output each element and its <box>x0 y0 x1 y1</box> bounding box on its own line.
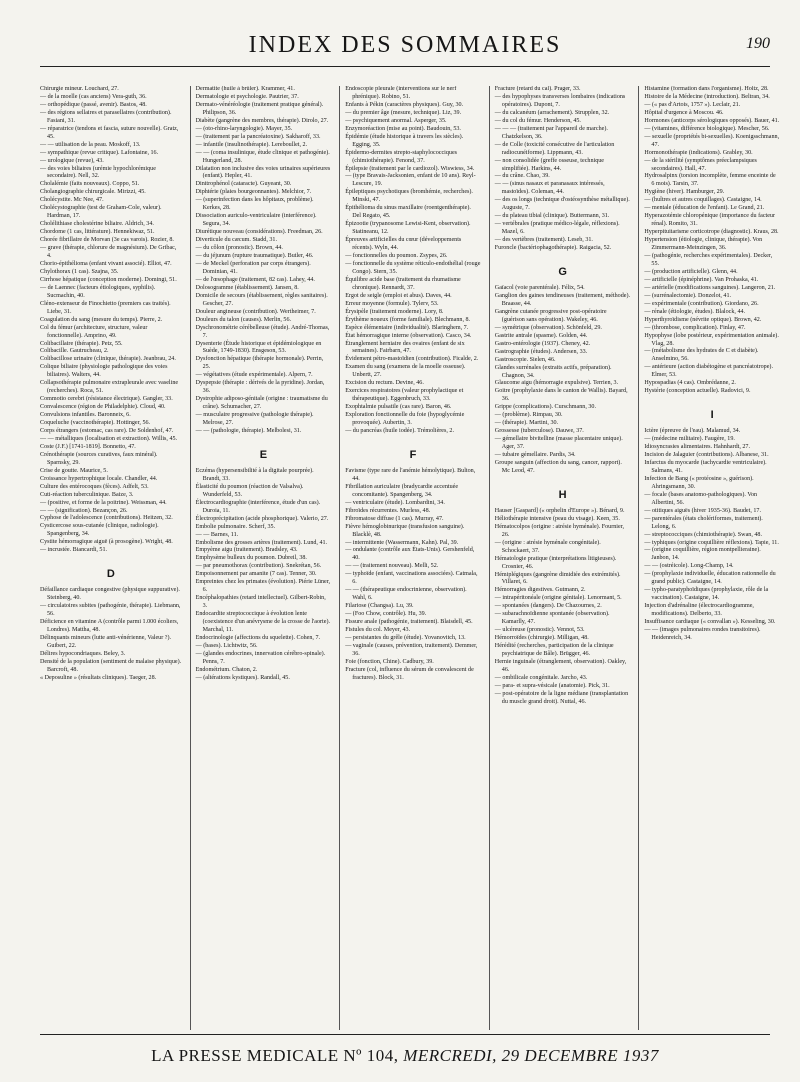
index-entry: Diverticule du cæcum. Stadd, 31. <box>195 237 277 244</box>
index-entry: Injection d'adrénaline (électrocardiogramme, modifications). Delberto, 33. <box>644 603 754 618</box>
index-entry: — du crâne. Chao, 39. <box>494 173 550 180</box>
index-entry: Cléno-extenseur de Finochietto (premiers cas traités). Liebe, 31. <box>40 300 171 315</box>
index-entry: Cystite hémorragique aiguë (à prosogène). Wright, 48. <box>40 539 173 546</box>
index-entry: Délinquants mineurs (lutte anti-vénérienne, Valeur ?). Guibert, 22. <box>40 634 172 649</box>
index-entry: « Deposuline » (résultats cliniques). Taeger, 28. <box>40 674 157 681</box>
index-entry: Hernie inguinale (étranglement, observation). Oakley, 46. <box>494 659 627 673</box>
index-entry: — du pancréas (huile iodée). Trémolières, 2. <box>345 427 454 434</box>
index-entry: Épidémie (étude historique à travers les siècles). Egging, 35. <box>345 133 464 148</box>
index-entry: Dysfonction hépatique (thérapie hormonale). Perrin, 25. <box>195 356 324 371</box>
index-entry: Empyème aigu (traitement). Bradsley, 43. <box>195 547 298 554</box>
index-entry: Gaïacol (voie parentérale). Félix, 54. <box>494 285 585 292</box>
index-entry: — incrustée. Biancardi, 51. <box>40 547 108 554</box>
index-entry: — (glandes endocrines, innervation cérébro-spinale). Penns, 7. <box>195 650 326 665</box>
index-entry: — ventriculaire (étude). Lombardini, 34. <box>345 499 445 506</box>
index-entry: — urologique (revue), 43. <box>40 157 104 164</box>
section-letter: I <box>710 409 714 422</box>
index-entry: Gastroscopie. Sielen, 46. <box>494 356 556 363</box>
index-entry: Cholalémie (faits nouveaux). Coppo, 51. <box>40 181 140 188</box>
index-entry: Diurétique nouveau (considérations). Freedman, 26. <box>195 229 323 236</box>
index-entry: Hormonothérapie (indications). Grabley, 30. <box>644 149 753 156</box>
index-entry: — des os longs (technique d'ostéosynthèse métallique). Auguste, 7. <box>494 197 630 212</box>
index-entry: Hématologie pratique (interprétations litigieuses). Crosnier, 46. <box>494 555 617 570</box>
index-entry: — du côlon (pronostic). Brown, 44. <box>195 245 283 252</box>
index-entry: Encéphalopathies (retard intellectuel). Gilbert-Robin, 3. <box>195 595 326 610</box>
index-entry: — rénale (étiologie, études). Blalock, 44. <box>644 308 746 315</box>
index-entry: — mentale (éducation de l'enfant). Le Grand, 21. <box>644 205 765 212</box>
page-number: 190 <box>746 35 770 52</box>
index-entry: Douleurs du talon (causes). Merlin, 56. <box>195 316 292 323</box>
index-entry: — non consolidée (greffe osseuse, technique simplifiée). Harkins, 44. <box>494 157 604 172</box>
index-entry: Fibroïdes récurrentes. Murless, 48. <box>345 507 431 514</box>
index-entry: Collapsothérapie pulmonaire extrapleurale avec vaseline (recherches). Roca, 51. <box>40 380 179 395</box>
index-entry: — gémellaire bivitelline (masse placentaire unique). Ager, 37. <box>494 436 623 451</box>
index-entry: — (superinfection dans les hôpitaux, problème). Kerkes, 28. <box>195 197 314 212</box>
index-column-4 <box>489 86 631 1030</box>
index-entry: Héliothérapie intensive (peau du visage). Keen, 35. <box>494 515 620 522</box>
index-entry: — du col du fémur. Henderson, 45. <box>494 117 581 124</box>
index-entry: — intrapéritonéale (origine génitale). Lenormant, 5. <box>494 595 622 602</box>
index-entry: — de l'œsophage (traitement, 82 cas). Lahey, 44. <box>195 276 315 283</box>
index-entry: — des hypophyses transverses lombaires (indications opératoires). Dupont, 7. <box>494 93 626 108</box>
index-entry: — tubaire gémellaire. Pardis, 34. <box>494 452 576 459</box>
index-entry: — (prophylaxie individuelle, éducation rationnelle du grand public). Castaigne, 14. <box>644 571 776 586</box>
index-entry: Infarctus du myocarde (tachycardie ventriculaire). Salmans, 41. <box>644 459 767 474</box>
index-entry: Hyperazotémie chloropénique (importance du facteur rénal). Romito, 31. <box>644 213 776 228</box>
index-entry: Hauser [Gaspard] (« orphelin d'Europe »). Bénard, 9. <box>494 507 625 514</box>
index-entry: — fonctionnelles du poumon. Zsypes, 26. <box>345 253 448 260</box>
index-entry: — focale (bases anatomo-pathologiques). Von Albertini, 56. <box>644 491 758 506</box>
index-entry: Hydrosalpinx (torsion incomplète, femme enceinte de 6 mois). Tarsin, 37. <box>644 173 776 188</box>
index-entry: — — utilisation de la peau. Moskoff, 13. <box>40 141 141 148</box>
index-entry: Dissociation auriculo-ventriculaire (interférence). Segura, 34. <box>195 213 317 228</box>
index-entry: — typhoïde (enfant, vaccinations associées). Catmala, 6. <box>345 571 478 586</box>
index-entry: Fissure anale (pathogénie, traitement). Blaisdell, 45. <box>345 619 473 626</box>
index-entry: Équilibre acide base (traitement du rhumatisme chronique). Rennardt, 37. <box>345 276 461 291</box>
index-entry: — des régions sellaires et parasellaires (contribution). Fasiani, 31. <box>40 109 172 124</box>
index-entry: Cirrhose hépatique (conception moderne). Domingi, 51. <box>40 276 177 283</box>
index-entry: — typho-paratyphoïdiques (prophylaxie, rôle de la vaccination). Castaigne, 14. <box>644 587 769 602</box>
index-entry: Cholécystographie (test de Graham-Cole, valeur). Hardman, 17. <box>40 205 162 220</box>
index-entry: Hypophyse (lobe postérieur, expérimentation animale). Vlag, 28. <box>644 332 779 347</box>
index-entry: — expérimentale (contribution). Giordano, 26. <box>644 300 759 307</box>
index-entry: Chorio-épithélioma (enfant vivant associé). Elliot, 47. <box>40 260 172 267</box>
index-entry: — vertébrales (pratique médico-légale, réflexions). Mazel, 6. <box>494 221 620 236</box>
index-entry: — subarachnoïdienne spontanée (observation). Kamarlly, 47. <box>494 611 610 626</box>
section-letter: F <box>409 448 417 461</box>
index-entry: Eczéma (hypersensibilité à la digitale pourprée). Brandt, 33. <box>195 467 314 482</box>
index-entry: — — (coma insulinique, étude clinique et pathogénie). Hungerland, 28. <box>195 149 330 164</box>
index-entry: — (thrombose, complication). Finlay, 47. <box>644 324 746 331</box>
index-entry: Épidermo-dermites strepto-staphylococciques (chimiothérapie). Fenond, 37. <box>345 149 458 164</box>
section-letter: D <box>106 568 115 581</box>
index-entry: Groupe sanguin (affection du sang, cancer, rapport). Mc Leod, 47. <box>494 459 622 474</box>
index-entry: État hémorragique interne (observation). Casco, 34. <box>345 332 472 339</box>
index-entry: — de Meckel (perforation par corps étrangers). Dominian, 41. <box>195 260 311 275</box>
index-entry: Empreintes chez les primates (évolution). Piérie Lüner, 6. <box>195 579 331 594</box>
index-entry: Dyschronométrie cérébelleuse (étude). André-Thomas, 7. <box>195 324 330 339</box>
index-entry: Grippe (complications). Curschmann, 30. <box>494 404 596 411</box>
index-entry: Érysipèle (traitement moderne). Lory, 8. <box>345 308 444 315</box>
index-entry: Incision de Jalaguier (contributions). Albanese, 31. <box>644 452 769 459</box>
index-entry: Ictère (épreuve de l'eau). Malamud, 34. <box>644 428 741 435</box>
index-entry: — circulatoires subites (pathogénie, thérapie). Liebmann, 56. <box>40 603 181 618</box>
index-entry: Colibacillose urinaire (clinique, thérapie). Jeanbrau, 24. <box>40 356 176 363</box>
index-entry: — sympathique (revue critique). Lafontaine, 16. <box>40 149 159 156</box>
index-entry: Douleur angineuse (contribution). Wertheimer, 7. <box>195 308 316 315</box>
index-entry: Colique biliaire (physiologie pathologique des voies biliaires). Walters, 44. <box>40 364 168 379</box>
index-entry: Exophtalmie pulsatile (cas rare). Baron, 46. <box>345 404 452 411</box>
index-entry: Histoire de la Médecine (introduction). Beltran, 34. <box>644 93 770 100</box>
index-entry: — ondulante (contrôle aux États-Unis). Gershenfeld, 40. <box>345 547 475 562</box>
index-entry: Chorée fibrillaire de Morvan (3e cas varois). Rozier, 8. <box>40 237 174 244</box>
index-columns <box>40 86 780 1030</box>
index-entry: — (altérations kystiques). Randall, 45. <box>195 674 290 681</box>
index-entry: — antérieure (action diabétogène et pancréatotrope). Elmer, 53. <box>644 364 773 379</box>
index-entry: Hypospadias (4 cas). Ombrédanne, 2. <box>644 380 736 387</box>
index-entry: Cholélithiase cholestérine biliaire. Aldrich, 34. <box>40 221 154 228</box>
index-entry: — — (signification). Bezançon, 26. <box>40 507 128 514</box>
index-entry: — (thérapie). Martini, 30. <box>494 420 559 427</box>
index-entry: — de la moelle (cas anciens) Vera-guth, 36. <box>40 93 147 100</box>
index-entry: Hystérie (conception actuelle). Radovici, 9. <box>644 388 751 395</box>
index-entry: Crénothérapie (sources curatives, faux minéral). Sparnsky, 29. <box>40 451 158 466</box>
index-entry: Dystrophie adiposo-génitale (origine : traumatisme du crâne). Schumacher, 27. <box>195 396 328 411</box>
index-entry: Déficience en vitamine A (contrôle parmi 1.000 écoliers, Londres). Mattha, 48. <box>40 619 179 633</box>
index-entry: — vaginale (causes, prévention, traitement). Demmer, 36. <box>345 642 478 657</box>
index-entry: Cuti-réaction tuberculinique. Baize, 3. <box>40 491 134 498</box>
index-entry: Insuffisance cardiaque (« convallan »). Kesseling, 30. <box>644 619 776 626</box>
index-entry: Culture des entérocoques (fèces). Adfelt, 53. <box>40 483 149 490</box>
index-column-1 <box>40 86 182 1030</box>
index-entry: Favisme (type rare de l'anémie hémolytique). Bulton, 44. <box>345 467 476 482</box>
index-entry: — post-opératoire de la ligne médiane (transplantation du muscle grand droit). Nuttal, 46. <box>494 690 629 705</box>
index-entry: Furoncle (bactériophagothérapie). Raigacia, 52. <box>494 245 612 252</box>
index-entry: Fracture (col, influence du sérum de convalescent de fractures). Block, 31. <box>345 666 474 681</box>
index-entry: — du plateau tibial (clinique). Buttermann, 31. <box>494 213 610 220</box>
index-entry: — (problème). Rimpau, 30. <box>494 412 563 419</box>
index-entry: Endométrium. Chaton, 2. <box>195 666 258 673</box>
index-entry: — de Laennec (facteurs étiologiques, syphilis). Sucmachin, 40. <box>40 284 156 299</box>
section-letter: G <box>558 266 567 279</box>
index-entry: — infantile (insulinothérapie). Lereboullet, 2. <box>195 141 308 148</box>
index-entry: Épreuves artificielles du cœur (développements récents). Wyln, 44. <box>345 237 462 252</box>
index-entry: — symétrique (observation). Schönfeld, 29. <box>494 324 602 331</box>
index-entry: Hyperthyroïdisme (névrite optique). Brown, 42. <box>644 316 762 323</box>
index-entry: — parentérales (états cholériformes, traitement). Lelong, 6. <box>644 515 763 530</box>
index-entry: — — (sinus nasaux et paranasaux intéressés, mastoïdes). Coleman, 44. <box>494 181 605 196</box>
index-entry: — du premier âge (mesure, technique). Liz, 39. <box>345 109 462 116</box>
index-entry: Densité de la population (sentiment de malaise physique). Barcroft, 48. <box>40 658 182 673</box>
index-entry: Embolisme des grosses artères (traitement). Lund, 41. <box>195 539 328 546</box>
index-entry: Foie (fonction, Chine). Cadbury, 39. <box>345 658 434 665</box>
index-entry: Hygiène (hiver). Hamburger, 29. <box>644 189 725 196</box>
footer-rule <box>40 1034 770 1035</box>
index-entry: — — (ostréicole). Long-Champ, 14. <box>644 563 734 570</box>
index-entry: Hématocolpos (origine : atrésie hyménale). Fournier, 26. <box>494 523 625 538</box>
page-footer <box>40 1046 770 1066</box>
index-entry: Ganglion des gaines tendineuses (traitement, méthode). Braasse, 44. <box>494 292 631 307</box>
index-entry: Fièvre hémoglobinurique (transfusion sanguine). Blacklè, 48. <box>345 523 465 538</box>
index-entry: — — — (traitement par l'appareil de marche). Chatzkelson, 36. <box>494 125 608 140</box>
index-entry: Diabète (gangrène des membres, thérapie). Dirolo, 27. <box>195 117 329 124</box>
index-entry: Excision du rectum. Devine, 46. <box>345 380 424 387</box>
index-entry: Gangrène cutanée progressive post-opératoire (guérison sans opération). Wakeley, 46. <box>494 308 607 323</box>
journal-name: LA PRESSE MEDICALE <box>151 1046 339 1065</box>
index-entry: Commotio cerebri (résistance électrique). Gangler, 33. <box>40 396 173 403</box>
index-entry: Convalescence (région de Philadelphie). Cloud, 40. <box>40 404 166 411</box>
index-entry: — (médecine militaire). Faugère, 19. <box>644 436 735 443</box>
index-entry: — grave (thérapie, chlorure de magnésium). De Gribac, 4. <box>40 245 177 260</box>
index-entry: Élasticité du poumon (réaction de Valsalva). Wunderfeld, 53. <box>195 483 304 498</box>
index-entry: — spontanées (dangers). De Chazournes, 2. <box>494 603 602 610</box>
index-entry: — de la stérilité (symptômes préeclampsiques secondaires). Hall, 47. <box>644 157 757 172</box>
index-entry: — para- et supra-vésicale (anatomie). Pick, 31. <box>494 682 610 689</box>
issue-number: Nº 104, <box>343 1046 399 1065</box>
index-entry: Hérédité (recherches, participation de la clinique psychiatrique de Bâle). Brügger, 46. <box>494 643 614 658</box>
index-entry: — — (thérapeutique endocrinienne, observation). Wahl, 6. <box>345 587 467 602</box>
section-letter: H <box>558 488 567 501</box>
index-entry: — — métalliques (localisation et extraction). Willis, 45. <box>40 435 178 442</box>
page-header <box>40 30 770 62</box>
index-entry: Exploration fonctionnelle du foie (hypoglycémie provoquée). Aubertin, 3. <box>345 412 465 427</box>
index-entry: Dinitrophénol (cataracte). Guyeant, 30. <box>195 181 292 188</box>
index-entry: — (métabolisme des hydrates de C et diabète). Anselmino, 56. <box>644 348 759 363</box>
index-entry: Espèce élémentaire (individualité). Blaringhem, 7. <box>345 324 469 331</box>
index-entry: Hormones (anticorps sérologiques opposés). Bauer, 41. <box>644 117 780 124</box>
index-entry: — — Barnes, 11. <box>195 531 239 538</box>
index-entry: Cholécystite. Mc Nee, 47. <box>40 197 104 204</box>
index-entry: — intermittente (Wassermann, Kahn). Pal, 39. <box>345 539 459 546</box>
index-entry: Colibacillaire (thérapie). Petz, 55. <box>40 340 123 347</box>
index-entry: — ulcéreuse (pronostic). Vennot, 53. <box>494 627 585 634</box>
index-entry: Enfants à Pékin (caractères physiques). Guy, 30. <box>345 101 464 108</box>
index-entry: Épilepsie (traitement par le cardiozol). Wiswiess, 34. <box>345 165 475 172</box>
index-entry: Cysticercose sous-cutanée (clinique, radiologie). Spangenberg, 34. <box>40 523 159 538</box>
index-entry: — (positive, et forme de la poitrine). Weissman, 44. <box>40 499 167 506</box>
page-title: INDEX DES SOMMAIRES <box>248 32 562 58</box>
index-entry: — — (pathologie, thérapie). Melbolesi, 31. <box>195 427 302 434</box>
index-entry: — des voies biliaires (urémie hypochlorémique secondaire). Nell, 32. <box>40 165 156 180</box>
index-entry: — psychiquement anormal. Asperger, 35. <box>345 117 447 124</box>
index-entry: Corps étrangers (estomac, cas rare). De Soldenhof, 47. <box>40 427 174 434</box>
index-entry: Épileptiques psychotiques (bromhémie, recherches). Minski, 47. <box>345 189 473 204</box>
index-entry: Électrocardiographie (interférence, étude d'un cas). Duroia, 11. <box>195 499 321 514</box>
index-entry: Hypertension (étiologie, clinique, thérapie). Von Zimmermann-Meinzingen, 36. <box>644 237 763 252</box>
index-entry: Erreur moyenne (formule). Tylerv, 53. <box>345 300 439 307</box>
index-entry: Épithélioma du sinus maxillaire (roentgenthérapie). Del Regato, 45. <box>345 205 471 220</box>
header-rule <box>40 66 770 67</box>
index-entry: — végétatives (étude expérimentale). Alpern, 7. <box>195 372 313 379</box>
index-entry: Fracture (retard du cal). Prager, 33. <box>494 86 581 92</box>
index-entry: Grossesse (tuberculose). Dauwe, 37. <box>494 428 584 435</box>
index-entry: Glaucome aigu (hémorragie expulsive). Terrien, 3. <box>494 380 619 387</box>
index-entry: Cholangiographie chirurgicale. Mirizzi, 45. <box>40 189 146 196</box>
index-entry: — persistantes du grêle (étude). Yovanovitch, 13. <box>345 634 466 641</box>
index-entry: Délires hypocondriaques. Beley, 3. <box>40 650 126 657</box>
index-entry: Dilatation non inclusive des voies urinaires supérieures (enfant). Hepler, 41. <box>195 165 331 180</box>
index-entry: Dermato-vénéréologie (traitement pratique général). Philipson, 36. <box>195 101 324 116</box>
index-entry: — sexuelle (propriétés bi-sexuelles). Koenigsschmann, 47. <box>644 133 780 148</box>
index-entry: Domicile de secours (établissement, règles sanitaires). Gescher, 27. <box>195 292 328 307</box>
index-entry: — des vertèbres (traitement). Leseb, 31. <box>494 237 593 244</box>
index-entry: Cyphose de l'adolescence (contributions). Heitzen, 32. <box>40 515 173 522</box>
index-entry: Dermatite (huile à brûler). Krammer, 41. <box>195 86 295 92</box>
index-entry: Fibrillation auriculaire (bradycardie accentuée concomitante). Spangenberg, 34. <box>345 483 459 498</box>
index-entry: Endocrinologie (affections du squelette). Cohen, 7. <box>195 634 321 641</box>
index-entry: — (huîtres et autres coquillages). Castaigne, 14. <box>644 197 762 204</box>
index-entry: — ombilicale congénitale. Jarcho, 43. <box>494 674 588 681</box>
index-entry: Hôpital d'urgence à Moscou. 46. <box>644 109 724 116</box>
index-entry: Dolosogramme (établissement). Jansen, 8. <box>195 284 299 291</box>
index-entry: — typhiques (origine coquillière réflexions). Tapie, 11. <box>644 539 779 546</box>
index-entry: — de Colle (toxicité consécutive de l'articulation radiocunéiforme). Lippmann, 43. <box>494 141 615 156</box>
index-entry: — du jéjunum (rupture traumatique). Butler, 46. <box>195 253 314 260</box>
index-entry: Gastro-entérologie (1937). Cheney, 42. <box>494 340 591 347</box>
index-entry: Crise de goutte. Maurice, 5. <box>40 467 108 474</box>
index-entry: Érythème noueux (forme familiale). Blechmann, 8. <box>345 316 471 323</box>
index-entry: Croissance hypertrophique locale. Chandler, 44. <box>40 475 158 482</box>
index-entry: Coste (J.F.) [1741-1819]. Bonnetto, 47. <box>40 443 136 450</box>
index-entry: Chylothorax (1 cas). Szajna, 35. <box>40 268 119 275</box>
index-column-2 <box>190 86 332 1030</box>
index-entry: — — (images pulmonaires rondes transitoires). Heidenreich, 34. <box>644 627 761 641</box>
index-entry: — orthopédique (passé, avenir). Bastos, 48. <box>40 101 147 108</box>
issue-date: MERCREDI, 29 DECEMBRE 1937 <box>403 1046 659 1065</box>
index-entry: Chirurgie mineur. Louchard, 27. <box>40 86 119 92</box>
index-entry: Emphysème bulleux du poumon. Dubreil, 38. <box>195 555 307 562</box>
index-entry: — musculaire progressive (pathologie thérapie). Melrose, 27. <box>195 412 314 427</box>
index-entry: Hémorragies digestives. Gutmann, 2. <box>494 587 586 594</box>
index-entry: Étranglement herniaire des ovaires (enfant de six semaines). Fairbarn, 47. <box>345 340 465 355</box>
index-entry: Diphtérie (plaies bourgeonnantes). Melchior, 7. <box>195 189 312 196</box>
index-entry: Épizootie (trypanosome Lewisi-Kent, observation). Statineanu, 12. <box>345 221 471 236</box>
index-entry: Idiosyncrasies alimentaires. Hahnhardt, 27. <box>644 444 750 451</box>
index-entry: Fibromatose diffuse (1 cas). Murray, 47. <box>345 515 444 522</box>
index-entry: — (bases). Lichtwitz, 56. <box>195 642 258 649</box>
index-entry: Dermatologie et psychologie. Pautrier, 37. <box>195 93 299 100</box>
index-entry: — (traitement par la pancréatoxine). Sakharoff, 33. <box>195 133 321 140</box>
index-entry: Coagulation du sang (mesure du temps). Pierre, 2. <box>40 316 163 323</box>
index-column-3 <box>339 86 481 1030</box>
index-entry: — (pathogénie, recherches expérimentales). Decker, 55. <box>644 253 773 267</box>
index-entry: Infection de Bang (« protéosine », guérison). Ahringsmann, 30. <box>644 475 754 490</box>
index-entry: — (origine : atrésie hyménale congénitale). Schockaert, 37. <box>494 539 601 554</box>
index-entry: Col du fémur (architecture, structure, valeur fonctionnelle). Amprino, 49. <box>40 324 148 339</box>
index-entry: Hémorroïdes (chirurgie). Milligan, 48. <box>494 635 589 642</box>
index-entry: Chordome (1 cas, littérature). Hennekiwaz, 51. <box>40 229 155 236</box>
index-entry: Évidement pétro-mastoïdien (contribution). Ficalde, 2. <box>345 356 479 363</box>
index-entry: Hyperpituitarisme corticotrope (diagnostic). Kraus, 28. <box>644 229 779 236</box>
index-entry: — streptococciques (chimiothérapie). Swan, 48. <box>644 531 762 538</box>
index-entry: Goitre (prophylaxie dans le canton de Wallis). Bayard, 36. <box>494 388 628 403</box>
index-entry: — (oto-rhino-laryngologie). Mayer, 35. <box>195 125 293 132</box>
index-entry: — (vitamines, différence biologique). Mescher, 56. <box>644 125 770 132</box>
index-entry: — (Foo Chow, contrôle). Hu, 39. <box>345 611 427 618</box>
index-entry: — — (traitement nouveau). Melli, 52. <box>345 563 439 570</box>
index-entry: Examen du sang (examens de la moelle osseuse). Unbertt, 27. <box>345 364 466 379</box>
index-entry: Dyspepsie (thérapie : dérivés de la pyridine). Jordan, 36. <box>195 380 325 395</box>
index-entry: Ergot de seigle (emploi et abus). Daves, 44. <box>345 292 452 299</box>
index-entry: Glandes surrénales (extraits actifs, préparation). Chagnon, 34. <box>494 364 612 379</box>
index-entry: — artificielle (épinéphrine). Van Prohaska, 41. <box>644 276 759 283</box>
index-entry: — du calcanéum (arrachement). Strupplen, 32. <box>494 109 610 116</box>
index-entry: — fonctionnelle du système réticulo-endothélial (rouge Congo). Stern, 35. <box>345 260 481 275</box>
index-entry: Défaillance cardiaque congestive (physique suppurative). Steinberg, 40. <box>40 587 180 602</box>
index-entry: — (origine coquillière, région montpellieraine). Janbon, 14. <box>644 547 761 562</box>
index-entry: — artérielle (modifications sanguines). Langeron, 21. <box>644 284 776 291</box>
index-entry: Gastrographie (études). Andersen, 33. <box>494 348 588 355</box>
index-entry: Endocardite streptococcique à évolution lente (coexistence d'un anévrysme de la crosse de l'aorte). Marchal, 11. <box>195 611 330 633</box>
index-entry: Convulsions infantiles. Baronneix, 6. <box>40 412 131 419</box>
index-column-5 <box>638 86 780 1030</box>
index-entry: Empoisonnement par amanite (7 cas). Tenner, 30. <box>195 571 317 578</box>
index-entry: Gastrite antrale (spasme). Golden, 44. <box>494 332 588 339</box>
index-entry: Fistules du col. Meyer, 43. <box>345 627 411 633</box>
index-entry: — otitiques aiguës (hiver 1935-36). Baudet, 17. <box>644 507 761 514</box>
index-entry: Filariose (Changsa). Lu, 39. <box>345 603 414 610</box>
index-entry: Colibacille. Gautrucheau, 2. <box>40 348 109 355</box>
index-entry: Endoscopie pleurale (interventions sur le nerf phrénique). Robino, 51. <box>345 86 457 100</box>
index-entry: Embolie pulmonaire. Scherf, 35. <box>195 523 276 530</box>
index-entry: Hémiplégiques (gangrène dimidiée des extrémités). Villaret, 6. <box>494 571 621 586</box>
index-entry: Histamine (formation dans l'organisme). Holtz, 28. <box>644 86 769 92</box>
index-entry: Exercices respiratoires (valeur prophylactique et thérapeutique). Eggenbruch, 33. <box>345 388 464 403</box>
index-entry: — (production artificielle). Glenn, 44. <box>644 268 738 275</box>
index-entry: Enzymoréaction (mise au point). Baudouin, 53. <box>345 125 461 132</box>
index-entry: Dysenterie (Étude historique et épidémiologique en Suède, 1749-1830). Ensgeson, 53. <box>195 340 322 355</box>
index-entry: — (surrénalectomie). Donzelot, 41. <box>644 292 732 299</box>
index-entry: — (type Bravais-Jacksonien, enfant de 10 ans). Reyl-Lescure, 19. <box>345 173 476 188</box>
section-letter: E <box>259 448 268 461</box>
index-entry: — (« pas d'Artois, 1757 »). Leclair, 21. <box>644 101 741 108</box>
index-entry: Coqueluche (vaccinothérapie). Hottinger, 56. <box>40 420 151 427</box>
index-entry: — réparatrice (tendons et fascia, suture nouvelle). Gratz, 45. <box>40 125 179 140</box>
index-entry: Électroprécipitation (acide phosphorique). Valerio, 27. <box>195 515 329 522</box>
index-entry: — par pneumothorax (contribution). Snekrétan, 56. <box>195 563 322 570</box>
